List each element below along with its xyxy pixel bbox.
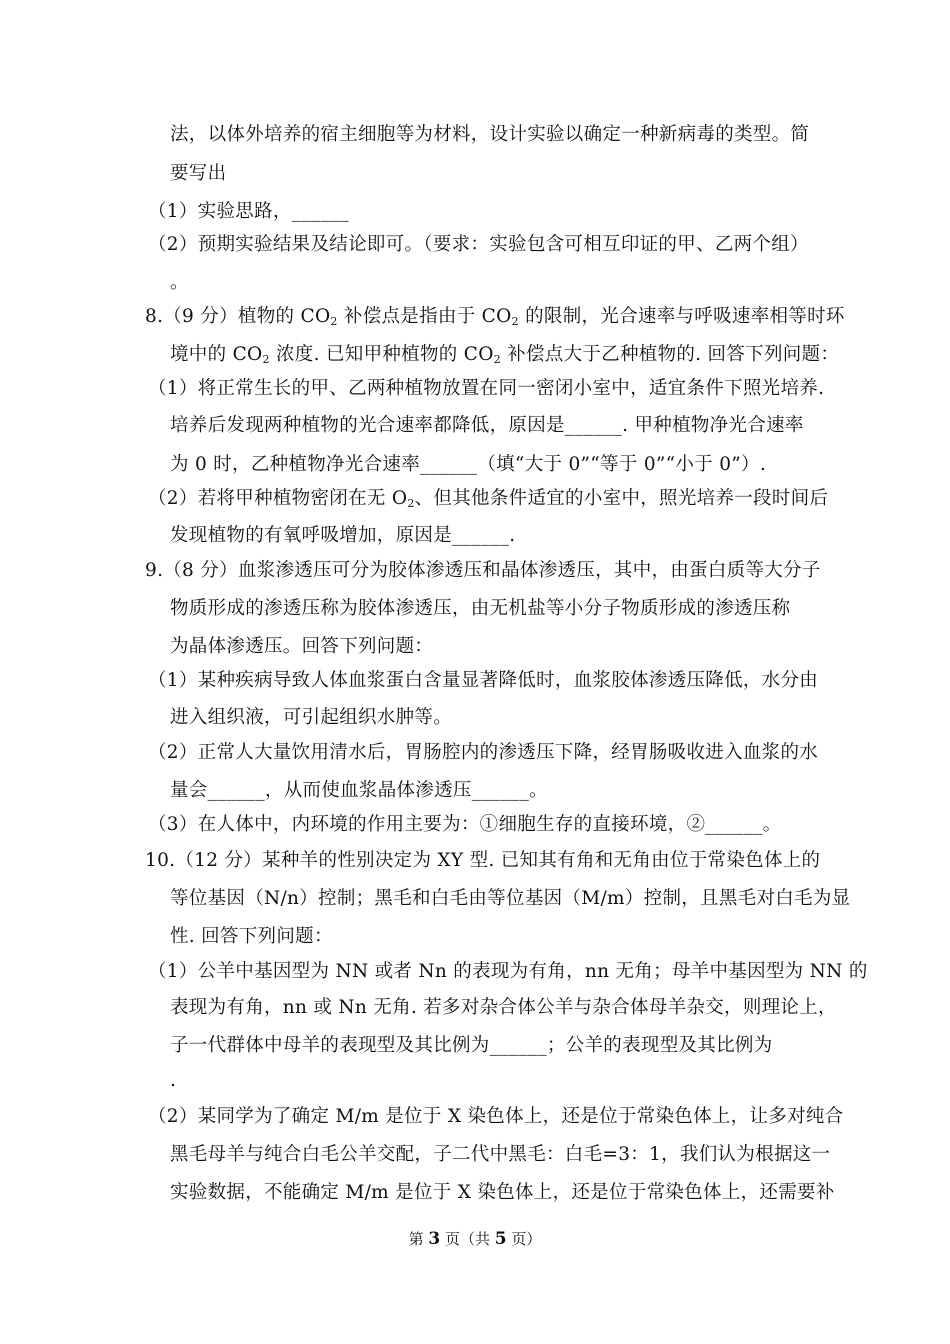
text-line: 为 0 时，乙种植物净光合速率______（填“大于 0”“等于 0”“小于 0”）. [170, 454, 767, 475]
page-footer: 第 3 页（共 5 页） [408, 1229, 542, 1249]
text-line: 性. 回答下列问题： [170, 926, 333, 947]
text-line: 境中的 $CO_2$ 浓度. 已知甲种植物的 $CO_2$ 补偿点大于乙种植物的. 回答下列问题： [170, 344, 840, 366]
text-line: . [170, 1070, 177, 1091]
text-line: 物质形成的渗透压称为胶体渗透压，由无机盐等小分子物质形成的渗透压称 [170, 598, 791, 619]
text-line: （2）正常人大量饮用清水后，胃肠腔内的渗透压下降，经胃肠吸收进入血浆的水 [148, 742, 819, 763]
text-line: 实验数据，不能确定 M/m 是位于 X 染色体上，还是位于常染色体上，还需要补 [170, 1182, 835, 1203]
total-page-count: 5 [494, 1229, 507, 1249]
text-line: 培养后发现两种植物的光合速率都降低，原因是______. 甲种植物净光合速率 [170, 415, 804, 436]
text-line: 等位基因（N/n）控制；黑毛和白毛由等位基因（M/m）控制，且黑毛对白毛为显 [170, 888, 851, 909]
text-line: 子一代群体中母羊的表现型及其比例为______；公羊的表现型及其比例为 [170, 1035, 773, 1056]
question-9-heading: 9.（8 分）血浆渗透压可分为胶体渗透压和晶体渗透压，其中，由蛋白质等大分子 [145, 560, 821, 581]
current-page-number: 3 [428, 1229, 441, 1249]
text-line: 要写出 [170, 163, 227, 184]
text-line: 表现为有角，nn 或 Nn 无角. 若多对杂合体公羊与杂合体母羊杂交，则理论上， [170, 997, 837, 1018]
text-line: 为晶体渗透压。回答下列问题： [170, 636, 434, 657]
text-line: （2）某同学为了确定 M/m 是位于 X 染色体上，还是位于常染色体上，让多对纯合 [148, 1106, 844, 1127]
question-8-heading: 8.（9 分）植物的 $CO_2$ 补偿点是指由于 $CO_2$ 的限制，光合速率与呼吸速率相等时环 [145, 306, 845, 328]
text-line: （2）若将甲种植物密闭在无 $O_2$、但其他条件适宜的小室中，照光培养一段时间后 [148, 488, 829, 510]
text-line: （1）某种疾病导致人体血浆蛋白含量显著降低时，血浆胶体渗透压降低，水分由 [148, 670, 819, 691]
question-10-heading: 10.（12 分）某种羊的性别决定为 XY 型. 已知其有角和无角由位于常染色体上的 [145, 850, 821, 871]
text-line: 黑毛母羊与纯合白毛公羊交配，子二代中黑毛：白毛=3：1，我们认为根据这一 [170, 1144, 831, 1165]
text-line: （1）实验思路，______ [148, 201, 349, 222]
text-line: （1）将正常生长的甲、乙两种植物放置在同一密闭小室中，适宜条件下照光培养. [148, 378, 825, 399]
text-line: （1）公羊中基因型为 NN 或者 Nn 的表现为有角，nn 无角；母羊中基因型为 NN 的 [148, 961, 868, 982]
text-line: （2）预期实验结果及结论即可。（要求：实验包含可相互印证的甲、乙两个组） [148, 234, 809, 255]
text-line: 量会______，从而使血浆晶体渗透压______。 [170, 780, 548, 801]
text-line: 进入组织液，可引起组织水肿等。 [170, 707, 453, 728]
text-line: （3）在人体中，内环境的作用主要为：①细胞生存的直接环境，②______。 [148, 814, 782, 835]
text-line: 。 [170, 272, 189, 293]
text-line: 法，以体外培养的宿主细胞等为材料，设计实验以确定一种新病毒的类型。简 [170, 124, 810, 145]
text-line: 发现植物的有氧呼吸增加，原因是______. [170, 525, 516, 546]
